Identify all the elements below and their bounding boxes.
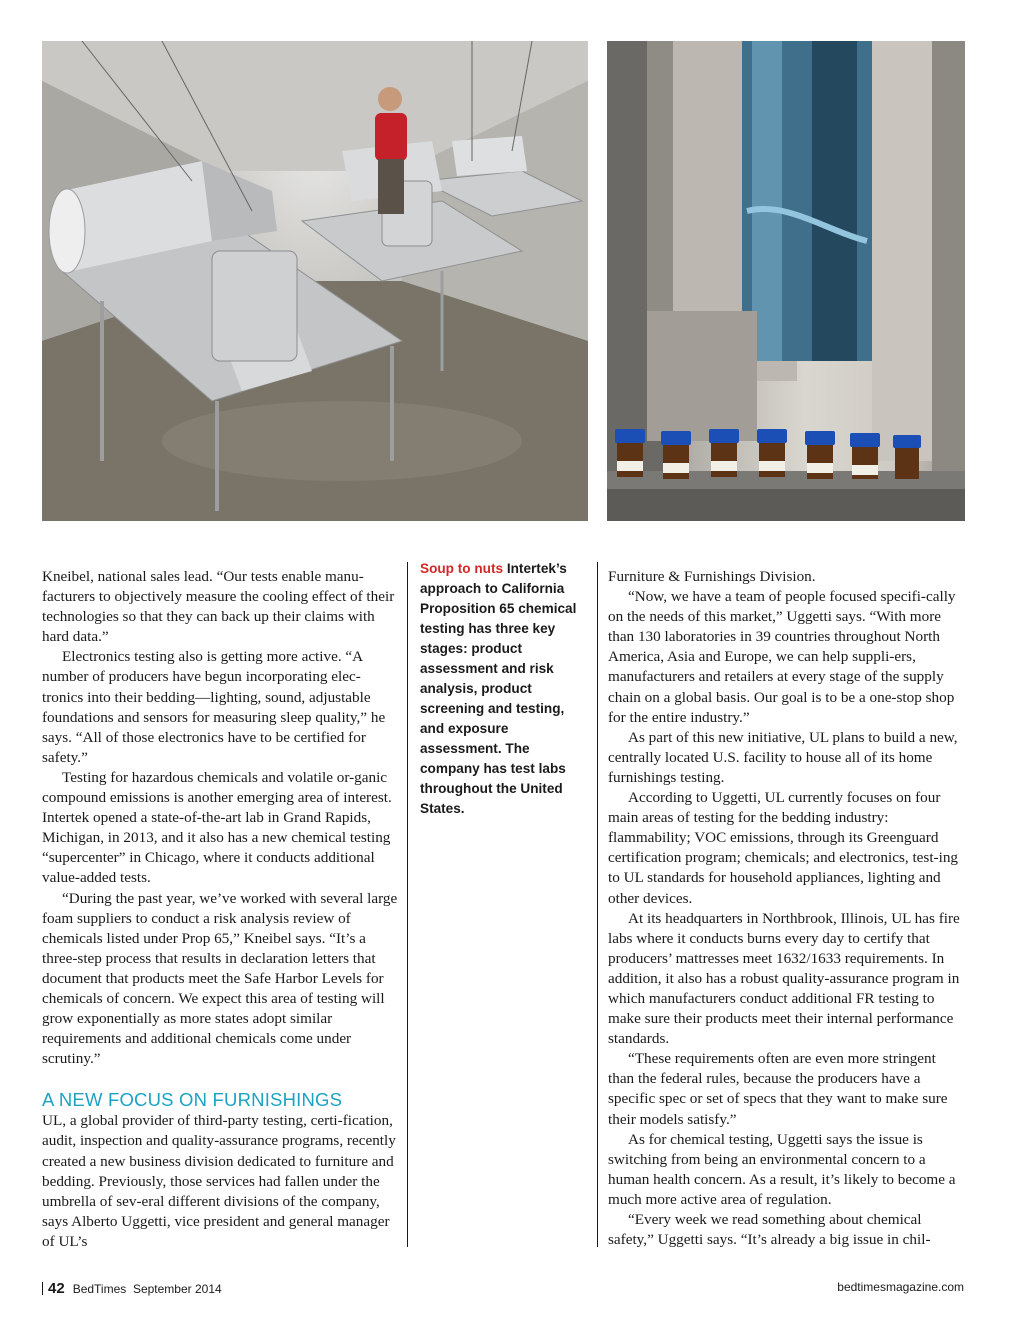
right-article-column (608, 567, 964, 1250)
paragraph: At its headquarters in Northbrook, Illinois, UL has fire labs where it conducts burns every day to certify that producers’ mattresses meet 1632/1633 requirements. In addition, it also has a robust quality-assurance program in which manufacturers conduct additional FR testing to make sure their products meet their internal performance standards. (608, 909, 960, 1048)
caption-lead: Soup to nuts (420, 561, 504, 576)
lab-photo (42, 41, 588, 521)
instrument-photo (607, 41, 965, 521)
issue-date: September 2014 (132, 1282, 222, 1296)
footer-divider (42, 1282, 43, 1295)
paragraph: “Now, we have a team of people focused specifi-cally on the needs of this market,” Uggetti says. “With more than 130 laboratories in 39 countries throughout North America, Asia and Europe, we can help suppli-ers, manufacturers and retailers at every stage of the supply chain on a global basis. Our goal is to be a one-stop shop for the entire industry.” (608, 588, 956, 726)
paragraph: Testing for hazardous chemicals and volatile or-ganic compound emissions is another emerging area of interest. Intertek opened a state-of-the-art lab in Grand Rapids, Michigan, in 2013, and it also has a new chemical testing “supercenter” in Chicago, where it conducts additional value-added tests. (42, 768, 392, 887)
paragraph: Electronics testing also is getting more active. “A number of producers have begun incorporating elec-tronics into their bedding—lighting, sound, adjustable foundations and sensors for measuring sleep quality,” he says. “All of those electronics have to be certified for safety.” (42, 648, 386, 766)
paragraph: As for chemical testing, Uggetti says the issue is switching from being an environmental concern to a human health concern. As a result, it’s likely to become a much more active area of regulation. (608, 1130, 956, 1208)
paragraph: UL, a global provider of third-party testing, certi-fication, audit, inspection and quality-assurance programs, recently created a new business division dedicated to furniture and bedding. Previously, those services had fallen under the umbrella of sev-eral different divisions of the company, says Alberto Uggetti, vice president and general manager of UL’s (42, 1112, 396, 1250)
website-url: bedtimesmagazine.com (837, 1280, 964, 1294)
paragraph: As part of this new initiative, UL plans to build a new, centrally located U.S. facility to house all of its home furnishings testing. (608, 728, 958, 786)
publication-name: BedTimes (72, 1282, 127, 1296)
left-article-column (42, 567, 398, 1252)
paragraph: According to Uggetti, UL currently focuses on four main areas of testing for the bedding industry: flammability; VOC emissions, through its Greenguard certification program; chemicals; and electronics, test-ing to UL standards for household appliances, lighting and other devices. (608, 789, 959, 907)
column-rule-left (407, 562, 408, 1247)
column-rule-right (597, 562, 598, 1247)
page-footer-left (42, 1280, 222, 1297)
page-number: 42 (48, 1280, 65, 1297)
paragraph: “These requirements often are even more stringent than the federal rules, because the producers have a specific spec or set of specs that they want to make sure their models satisfy.” (608, 1050, 948, 1128)
photo-caption (420, 559, 585, 819)
paragraph: Furniture & Furnishings Division. (608, 568, 816, 585)
section-heading: A NEW FOCUS ON FURNISHINGS (42, 1089, 343, 1111)
paragraph: Kneibel, national sales lead. “Our tests enable manu-facturers to objectively measure the cooling effect of their technologies so that they can back up their claims with hard data.” (42, 568, 395, 646)
paragraph: “Every week we read something about chemical safety,” Uggetti says. “It’s already a big issue in chil- (608, 1211, 931, 1249)
caption-text: Intertek’s approach to California Proposition 65 chemical testing has three key stages: product assessment and risk analysis, product screening and testing, and exposure assessment. The company has test labs throughout the United States. (420, 561, 577, 816)
paragraph: “During the past year, we’ve worked with several large foam suppliers to conduct a risk analysis review of chemicals listed under Prop 65,” Kneibel says. “It’s a three-step process that results in declaration letters that document that products meet the Safe Harbor Levels for chemicals of concern. We expect this area of testing will grow exponentially as more states adopt similar requirements and additional chemicals come under scrutiny.” (42, 889, 398, 1068)
